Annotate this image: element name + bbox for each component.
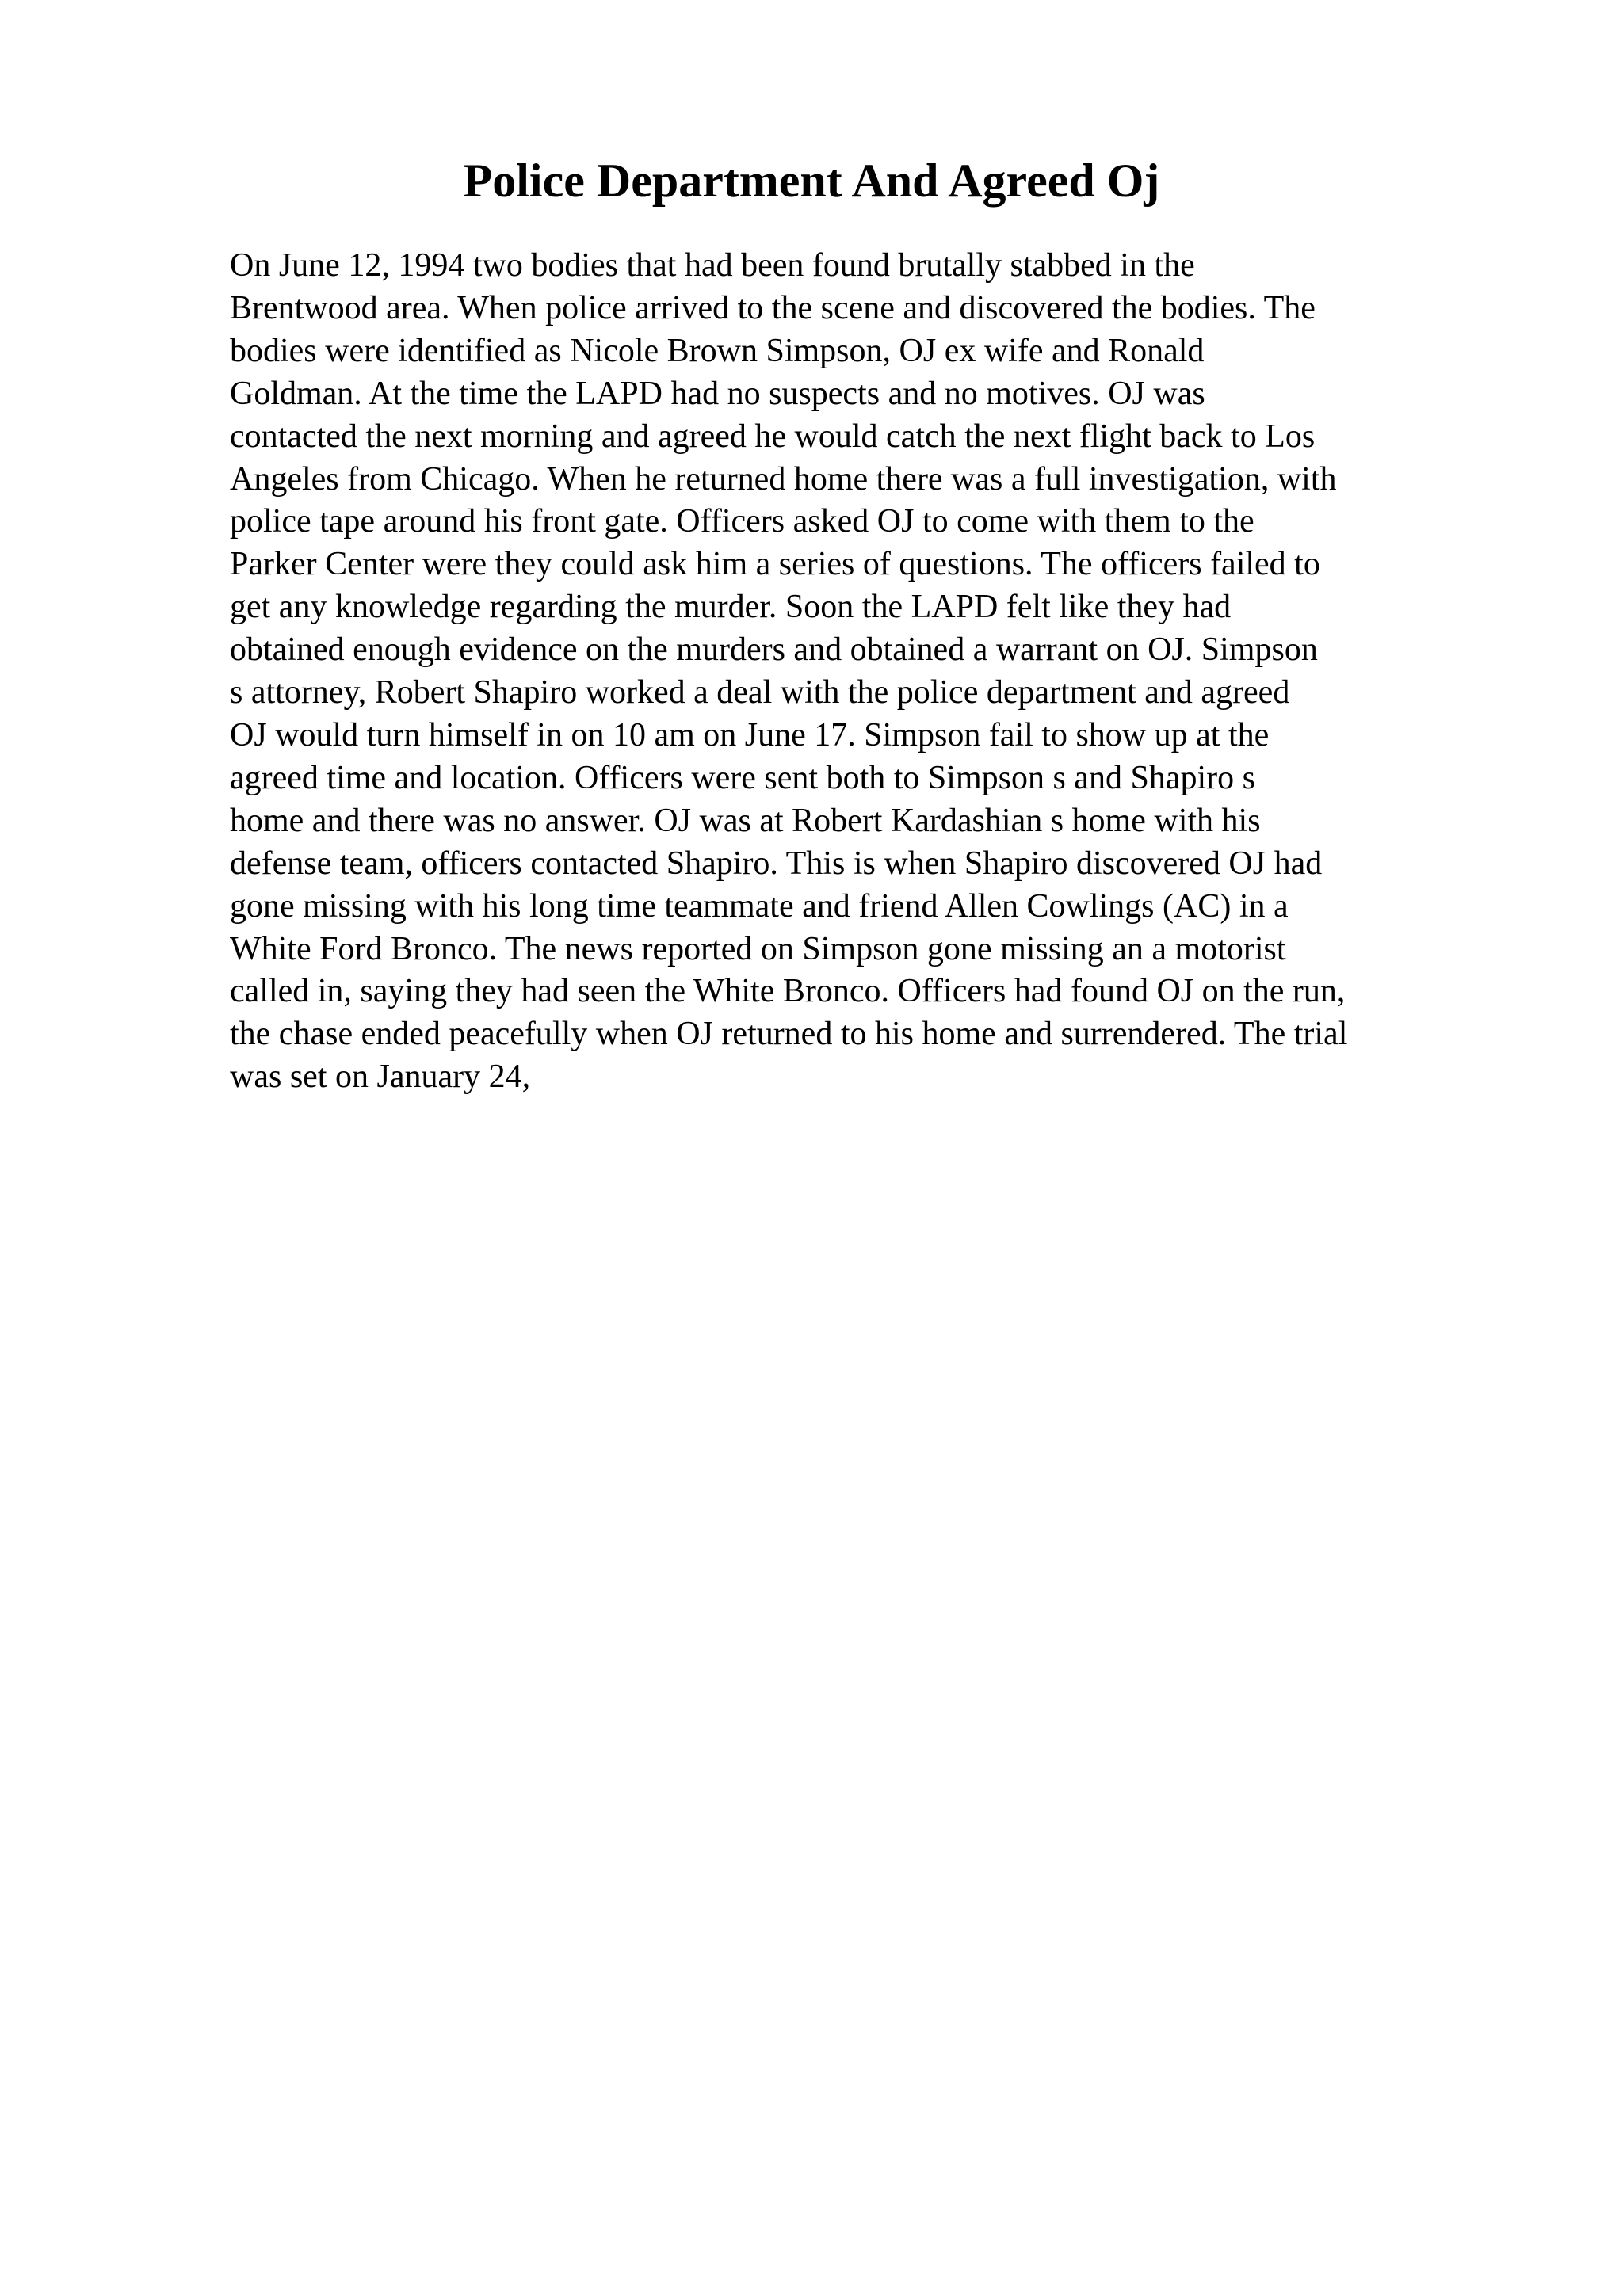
body-line: Angeles from Chicago. When he returned home there was a full investigation, with <box>230 460 1337 498</box>
body-line: home and there was no answer. OJ was at Robert Kardashian s home with his <box>230 802 1261 839</box>
body-line: defense team, officers contacted Shapiro. This is when Shapiro discovered OJ had <box>230 845 1323 882</box>
body-line: was set on January 24, <box>230 1058 531 1096</box>
document-title: Police Department And Agreed Oj <box>463 154 1160 207</box>
body-line: bodies were identified as Nicole Brown Simpson, OJ ex wife and Ronald <box>230 332 1205 369</box>
body-line: White Ford Bronco. The news reported on Simpson gone missing an a motorist <box>230 930 1286 967</box>
body-line: agreed time and location. Officers were sent both to Simpson s and Shapiro s <box>230 759 1255 796</box>
document-body <box>230 245 1498 1099</box>
body-line: police tape around his front gate. Officers asked OJ to come with them to the <box>230 503 1254 540</box>
body-line: called in, saying they had seen the White Bronco. Officers had found OJ on the run, <box>230 973 1346 1010</box>
body-line: OJ would turn himself in on 10 am on June 17. Simpson fail to show up at the <box>230 716 1270 753</box>
body-line: get any knowledge regarding the murder. Soon the LAPD felt like they had <box>230 589 1232 626</box>
body-line: s attorney, Robert Shapiro worked a deal with the police department and agreed <box>230 674 1290 711</box>
body-line: Parker Center were they could ask him a series of questions. The officers failed to <box>230 546 1320 583</box>
body-line: the chase ended peacefully when OJ returned to his home and surrendered. The trial <box>230 1016 1348 1053</box>
body-line: gone missing with his long time teammate and friend Allen Cowlings (AC) in a <box>230 887 1289 925</box>
body-line: contacted the next morning and agreed he would catch the next flight back to Los <box>230 418 1316 455</box>
body-line: On June 12, 1994 two bodies that had been found brutally stabbed in the <box>230 247 1195 284</box>
body-line: Goldman. At the time the LAPD had no suspects and no motives. OJ was <box>230 375 1205 412</box>
body-line: Brentwood area. When police arrived to the scene and discovered the bodies. The <box>230 289 1316 326</box>
body-line: obtained enough evidence on the murders and obtained a warrant on OJ. Simpson <box>230 631 1318 669</box>
